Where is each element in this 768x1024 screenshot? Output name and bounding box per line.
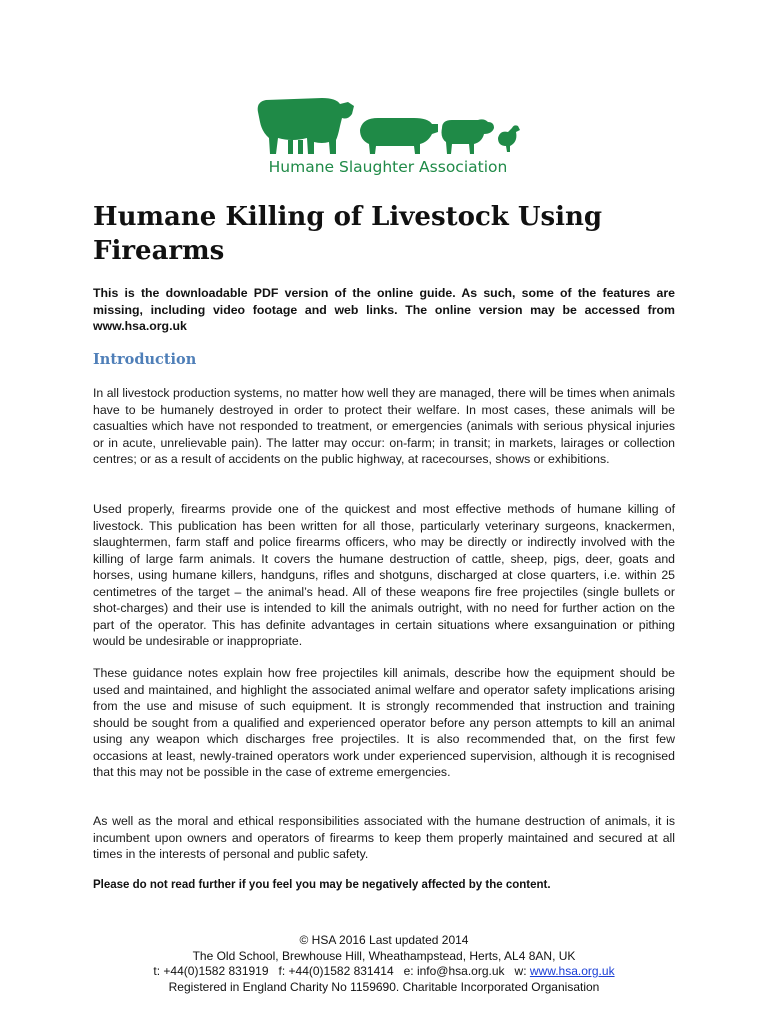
footer-contact — [0, 964, 768, 980]
footer-copyright: © HSA 2016 Last updated 2014 — [299, 933, 469, 947]
hsa-logo — [252, 92, 524, 187]
lead-paragraph: This is the downloadable PDF version of the online guide. As such, some of the features are missing, including video footage and web links. The online version may be accessed from www.hsa.org.uk — [93, 286, 675, 333]
body-paragraph: As well as the moral and ethical responsibilities associated with the humane destruction of animals, it is incumbent upon owners and operators of firearms to keep them properly maintained and secured at all times in the interests of personal and public safety. — [93, 814, 675, 861]
body-paragraph: These guidance notes explain how free projectiles kill animals, describe how the equipment should be used and maintained, and highlight the associated animal welfare and operator safety implications arising from the use and misuse of such equipment. It is strongly recommended that instruction and training should be sought from a qualified and experienced operator before any person attempts to kill an animal using any weapon which discharges free projectiles. It is also recommended that, on the first few occasions at least, newly-trained operators work under experienced supervision, although it is recognised that this may not be possible in the case of extreme emergencies. — [93, 666, 675, 779]
footer-address: The Old School, Brewhouse Hill, Wheathampstead, Herts, AL4 8AN, UK — [192, 948, 576, 963]
logo-text: Humane Slaughter Association — [268, 158, 508, 176]
page-title: Humane Killing of Livestock Using Firearms — [93, 202, 603, 266]
livestock-silhouettes-icon — [252, 92, 524, 156]
footer-contact-text: t: +44(0)1582 831919 f: +44(0)1582 831414 e: info@hsa.org.uk w: — [153, 964, 530, 978]
footer — [0, 933, 768, 995]
body-paragraph: In all livestock production systems, no matter how well they are managed, there will be times when animals have to be humanely destroyed in order to protect their welfare. In most cases, these animals will be casualties which have not responded to treatment, or emergencies (animals with serious physical injuries or in acute, unrelievable pain). The latter may occur: on-farm; in transit; in markets, lairages or collection centres; or as a result of accidents on the public highway, at racecourses, shows or exhibitions. — [93, 386, 675, 466]
footer-registration: Registered in England Charity No 1159690. Charitable Incorporated Organisation — [168, 979, 600, 994]
body-paragraph: Used properly, firearms provide one of the quickest and most effective methods of humane killing of livestock. This publication has been written for all those, particularly veterinary surgeons, knackermen, slaughtermen, farm staff and police firearms officers, who may be directly or indirectly involved with the killing of large farm animals. It covers the humane destruction of cattle, sheep, pigs, deer, goats and horses, using humane killers, handguns, rifles and shotguns, discharged at close quarters, i.e. within 25 centimetres of the target – the animal’s head. All of these weapons fire free projectiles (single bullets or shot-charges) and their use is intended to kill the animals outright, with no need for further action on the part of the operator. This has definite advantages in certain situations where exsanguination or pithing would be undesirable or inappropriate. — [93, 502, 675, 648]
section-heading: Introduction — [93, 351, 197, 368]
content-warning: Please do not read further if you feel you may be negatively affected by the content. — [93, 879, 551, 891]
website-link[interactable]: www.hsa.org.uk — [529, 964, 615, 978]
